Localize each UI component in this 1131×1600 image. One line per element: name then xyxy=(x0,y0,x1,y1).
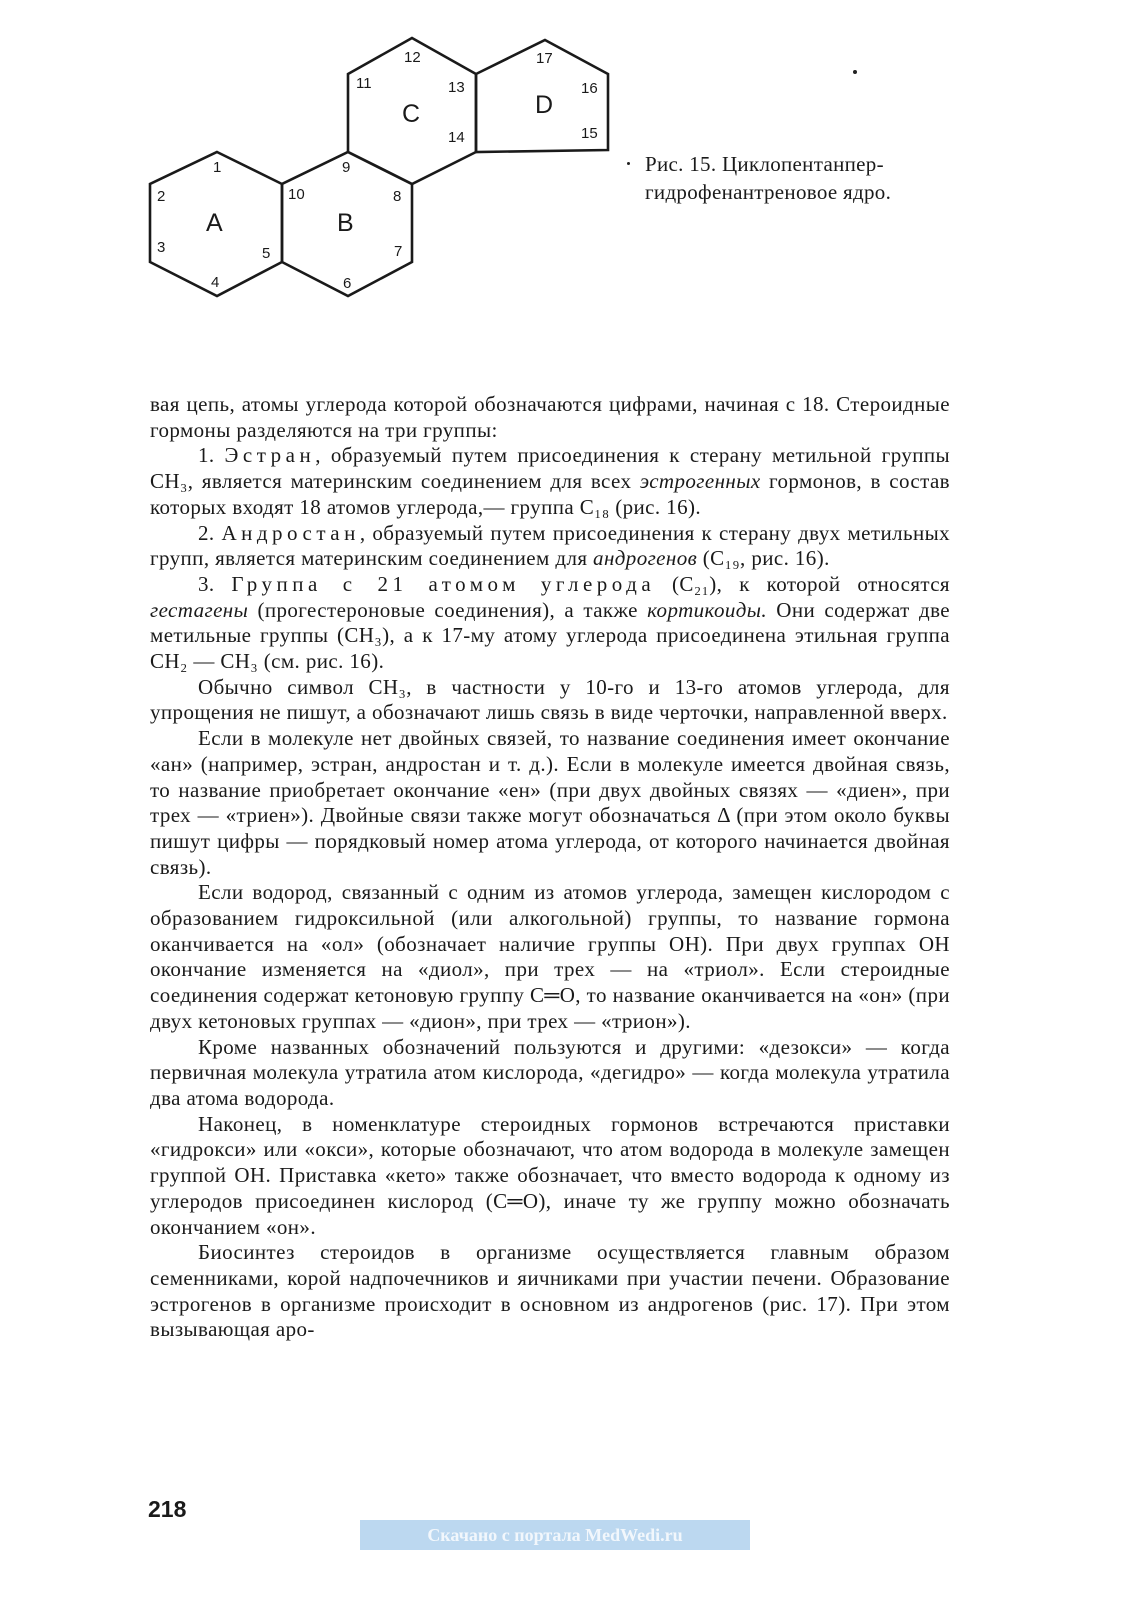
em-gestageny: гестагены xyxy=(150,597,249,622)
atom-label-8: 8 xyxy=(393,188,402,205)
caption-dot xyxy=(627,162,630,165)
p2-number: 2. xyxy=(198,520,222,545)
p1-text-b: , образуемый путем присоединения к стерану метильной группы CH₃, является материнским соединением для всех xyxy=(150,443,951,494)
atom-label-11: 11 xyxy=(356,75,372,92)
atom-label-7: 7 xyxy=(394,243,403,260)
atom-label-10: 10 xyxy=(288,186,305,203)
p3-text-b: (C₂₁), к которой относятся xyxy=(655,571,950,596)
atom-label-13: 13 xyxy=(448,79,465,96)
atom-label-6: 6 xyxy=(343,275,352,292)
stray-dot xyxy=(853,70,857,74)
atom-label-12: 12 xyxy=(404,49,421,66)
term-group-c21: Группа с 21 атомом углерода xyxy=(231,571,656,596)
p2-text-b: , образуемый путем присоединения к стерану двух метильных групп, является материнским соединением для xyxy=(150,520,950,571)
p1-text-c: гормонов, в состав которых входят 18 атомов углерода,— группа C₁₈ (рис. 16). xyxy=(150,469,950,519)
p3-number: 3. xyxy=(198,571,232,596)
ring-label-d: D xyxy=(535,91,554,119)
em-kortikoidy: кортикоиды. xyxy=(647,597,768,622)
steroid-nucleus-figure xyxy=(140,30,640,350)
paragraph-8: Наконец, в номенклатуре стероидных гормонов встречаются приставки «гидрокси» или «окси», которые обозначают, что атом водорода в молекуле замещен группой OH. Приставка «кето» также обозначает, что вместо водорода к одному из углеродов присоединен кислород (C═O), иначе ту же группу можно обозначать окончанием «он». xyxy=(150,1111,950,1239)
caption-line-2: гидрофенантреновое ядро. xyxy=(645,180,892,204)
p3-text-d: Они содержат две метильные группы (CH₃), а к 17-му атому углерода присоединена этильная группа CH₂ — CH₃ (см. рис. 16). xyxy=(150,597,950,674)
figure-caption xyxy=(645,150,985,206)
atom-label-2: 2 xyxy=(157,188,166,205)
paragraph-5: Если в молекуле нет двойных связей, то название соединения имеет окончание «ан» (например, эстран, андростан и т. д.). Если в молекуле имеется двойная связь, то название приобретает окончание «ен» (при двух двойных связях — «диен», при трех — «триен»). Двойные связи также могут обозначаться Δ (при этом около буквы пишут цифры — порядковый номер атома углерода, от которого начинается двойная связь). xyxy=(150,726,950,879)
paragraph-7: Кроме названных обозначений пользуются и другими: «дезокси» — когда первичная молекула утратила атом кислорода, «дегидро» — когда молекула утратила два атома водорода. xyxy=(150,1034,950,1110)
term-estran: Эстран xyxy=(224,443,316,468)
paragraph-4: Обычно символ CH₃, в частности у 10-го и 13-го атомов углерода, для упрощения не пишут, а обозначают лишь связь в виде черточки, направленной вверх. xyxy=(150,674,950,725)
atom-label-3: 3 xyxy=(157,239,166,256)
em-estrogennykh: эстрогенных xyxy=(639,469,761,494)
atom-label-15: 15 xyxy=(581,125,598,142)
em-androgenov: андрогенов xyxy=(593,546,698,571)
ring-label-b: B xyxy=(337,209,354,237)
paragraph-2 xyxy=(150,521,950,572)
paragraph-9: Биосинтез стероидов в организме осуществляется главным образом семенниками, корой надпочечников и яичниками при участии печени. Образование эстрогенов в организме происходит в основном из андрогенов (рис. 17). При этом вызывающая аро- xyxy=(150,1240,950,1342)
ring-label-a: A xyxy=(206,209,223,237)
atom-label-16: 16 xyxy=(581,80,598,97)
p1-number: 1. xyxy=(198,443,225,468)
atom-label-4: 4 xyxy=(211,274,220,291)
watermark-banner: Скачано с портала MedWedi.ru xyxy=(360,1520,750,1550)
p2-text-c: (C₁₉, рис. 16). xyxy=(697,546,830,571)
paragraph-0: вая цепь, атомы углерода которой обозначаются цифрами, начиная с 18. Стероидные гормоны разделяются на три группы: xyxy=(150,392,950,442)
steroid-structure-diagram xyxy=(140,30,640,350)
p3-text-c: (прогестероновые соединения), а также xyxy=(248,597,648,622)
atom-label-14: 14 xyxy=(448,129,465,146)
ring-label-c: C xyxy=(402,100,421,128)
atom-label-17: 17 xyxy=(536,50,553,67)
term-androstan: Андростан xyxy=(221,520,360,545)
page-number: 218 xyxy=(148,1496,187,1522)
atom-label-9: 9 xyxy=(342,159,351,176)
paragraph-3 xyxy=(150,572,950,675)
paragraph-1 xyxy=(150,443,950,520)
atom-label-5: 5 xyxy=(262,245,271,262)
body-text xyxy=(150,392,950,1343)
paragraph-6: Если водород, связанный с одним из атомов углерода, замещен кислородом с образованием гидроксильной (или алкогольной) группы, то название гормона оканчивается на «ол» (обозначает наличие группы OH). При двух группах OH окончание изменяется на «диол», при трех — на «триол». Если стероидные соединения содержат кетоновую группу C═O, то название оканчивается на «он» (при двух кетоновых группах — «дион», при трех — «трион»). xyxy=(150,880,950,1033)
atom-label-1: 1 xyxy=(213,159,222,176)
caption-line-1: Рис. 15. Циклопентанпер- xyxy=(645,152,884,176)
